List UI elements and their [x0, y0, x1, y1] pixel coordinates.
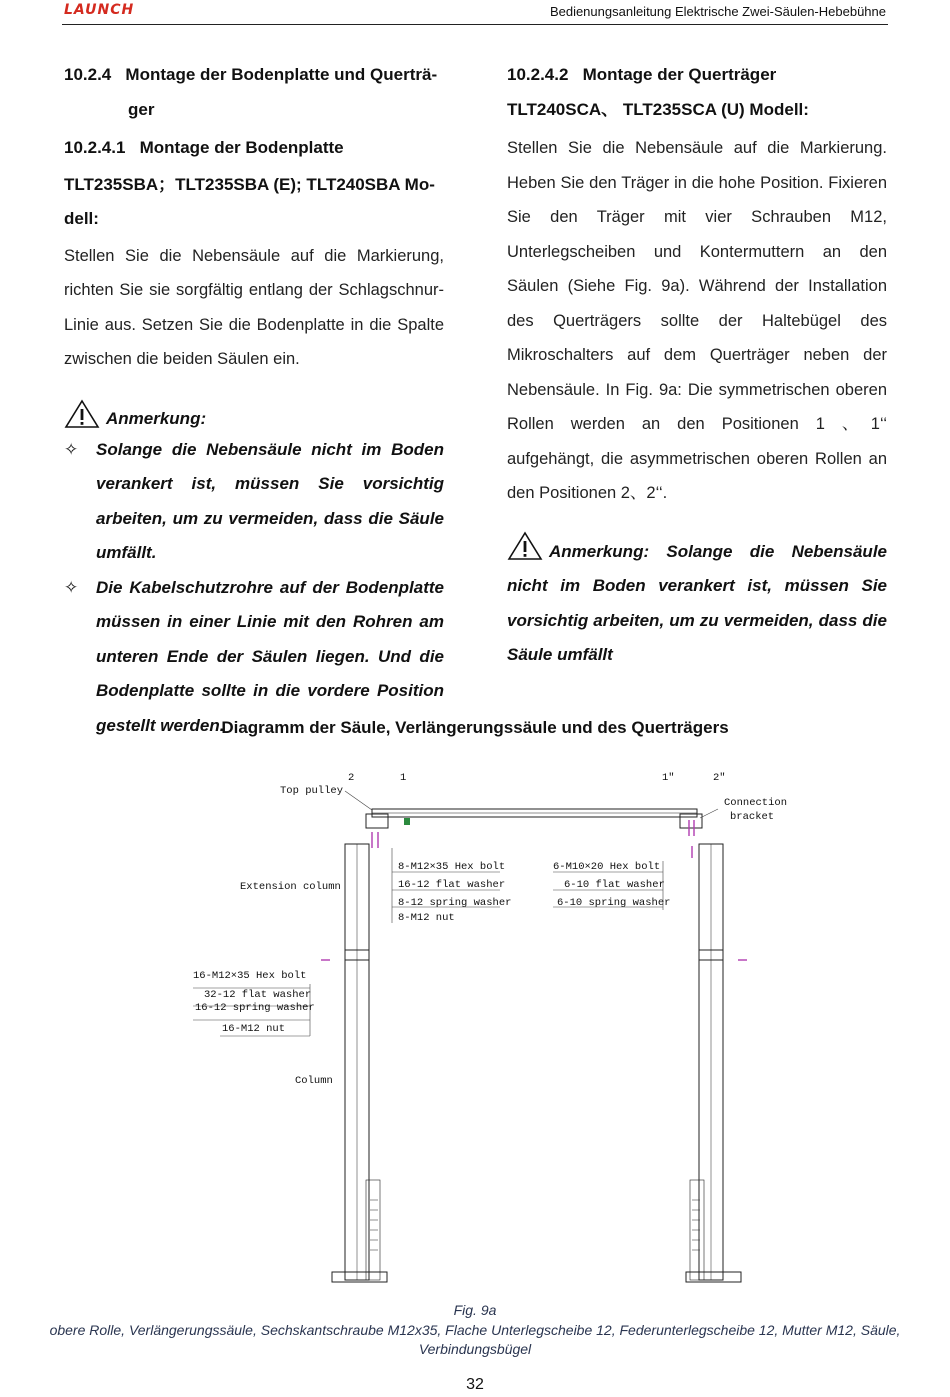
label-extension-column: Extension column	[240, 881, 341, 893]
crossbeam-paragraph: Stellen Sie die Nebensäule auf die Markierung. Heben Sie den Träger in die hohe Position. Fixieren Sie den Träger mit vier Schrauben M12, Unterlegscheiben und Kontermuttern an den Säulen (Siehe Fig. 9a). Während der Installation des Querträgers sollte der Haltebügel des Mikroschalters auf dem Querträger neben der Nebensäule. In Fig. 9a: Die symmetrischen oberen Rollen werden an den Positionen 1 、1‘‘ aufgehängt, die asymmetrischen oberen Rollen an den Positionen 2、2‘‘.	[507, 139, 887, 502]
left-column	[64, 58, 444, 743]
label-spring-c: 16-12 spring washer	[195, 1002, 315, 1014]
note-heading	[64, 395, 444, 429]
label-1: 1	[400, 772, 407, 784]
note-bullet-1	[64, 433, 444, 571]
page-header	[62, 0, 888, 25]
heading-10-2-4-1: 10.2.4.1 Montage der Bodenplatte	[64, 138, 344, 157]
label-nut-a: 8-M12 nut	[398, 912, 455, 924]
label-top-pulley: Top pulley	[280, 785, 344, 797]
baseplate-paragraph: Stellen Sie die Nebensäule auf die Markierung, richten Sie sie sorgfältig entlang der Schlagschnur-Linie aus. Setzen Sie die Bodenplatte in die Spalte zwischen die beiden Säulen ein.	[64, 246, 444, 368]
right-note	[507, 531, 887, 673]
launch-logo: LAUNCH	[64, 2, 135, 18]
label-2pp: 2″	[713, 772, 726, 784]
label-washer-b: 6-10 flat washer	[564, 879, 665, 891]
right-column	[507, 58, 887, 673]
heading-10-2-4: 10.2.4 Montage der Bodenplatte und Querträ-	[64, 65, 438, 84]
figure-caption-text: obere Rolle, Verlängerungssäule, Sechskantschraube M12x35, Flache Unterlegscheibe 12, Federunterlegscheibe 12, Mutter M12, Säule, Verbindungsbügel	[49, 1322, 901, 1357]
right-note-text: Anmerkung: Solange die Nebensäule nicht im Boden verankert ist, müssen Sie vorsichtig arbeiten, um zu vermeiden, dass die Säule umfällt	[507, 541, 887, 664]
label-nut-c: 16-M12 nut	[222, 1023, 286, 1035]
label-bolt-b: 6-M10×20 Hex bolt	[553, 861, 661, 873]
right-top-pulley-shape	[680, 814, 702, 828]
warning-triangle-icon	[64, 399, 100, 429]
label-bracket: bracket	[730, 811, 775, 823]
label-1pp: 1″	[662, 772, 675, 784]
model-heading: TLT235SBA；TLT235SBA (E); TLT240SBA Mo-	[64, 174, 435, 194]
model-heading-cont: dell:	[64, 209, 99, 228]
note-label: Anmerkung:	[106, 408, 207, 428]
header-title: Bedienungsanleitung Elektrische Zwei-Säulen-Hebebühne	[549, 4, 886, 19]
label-2: 2	[348, 772, 355, 784]
page-number: 32	[466, 1376, 484, 1393]
label-bolt-c: 16-M12×35 Hex bolt	[193, 970, 307, 982]
heading-10-2-4-cont: ger	[128, 99, 155, 119]
diamond-bullet-icon: ✧	[64, 577, 79, 598]
left-top-pulley-shape	[366, 814, 388, 828]
label-bolt-a: 8-M12×35 Hex bolt	[398, 861, 506, 873]
label-washer-a: 16-12 flat washer	[398, 879, 506, 891]
label-connection: Connection	[724, 797, 788, 809]
diagram-title: Diagramm der Säule, Verlängerungssäule und des Querträgers	[221, 718, 729, 737]
figure-caption-title: Fig. 9a	[453, 1302, 497, 1318]
bullet-text-1: Solange die Nebensäule nicht im Boden verankert ist, müssen Sie vorsichtig arbeiten, um zu vermeiden, dass die Säule umfällt.	[96, 439, 444, 562]
column-crossbeam-diagram	[0, 760, 950, 1295]
warning-triangle-icon	[507, 531, 543, 561]
label-spring-b: 6-10 spring washer	[557, 897, 671, 909]
diamond-bullet-icon: ✧	[64, 439, 79, 460]
bullet-text-2: Die Kabelschutzrohre auf der Bodenplatte müssen in einer Linie mit den Rohren am unteren Ende der Säulen liegen. Und die Bodenplatte sollte in die vordere Position gestellt werden.	[96, 577, 444, 735]
label-washer-c: 32-12 flat washer	[204, 989, 312, 1001]
label-column: Column	[295, 1075, 333, 1087]
heading-10-2-4-2: 10.2.4.2 Montage der Querträger	[507, 65, 777, 84]
label-spring-a: 8-12 spring washer	[398, 897, 512, 909]
model-heading-right: TLT240SCA、 TLT235SCA (U) Modell:	[507, 99, 809, 119]
